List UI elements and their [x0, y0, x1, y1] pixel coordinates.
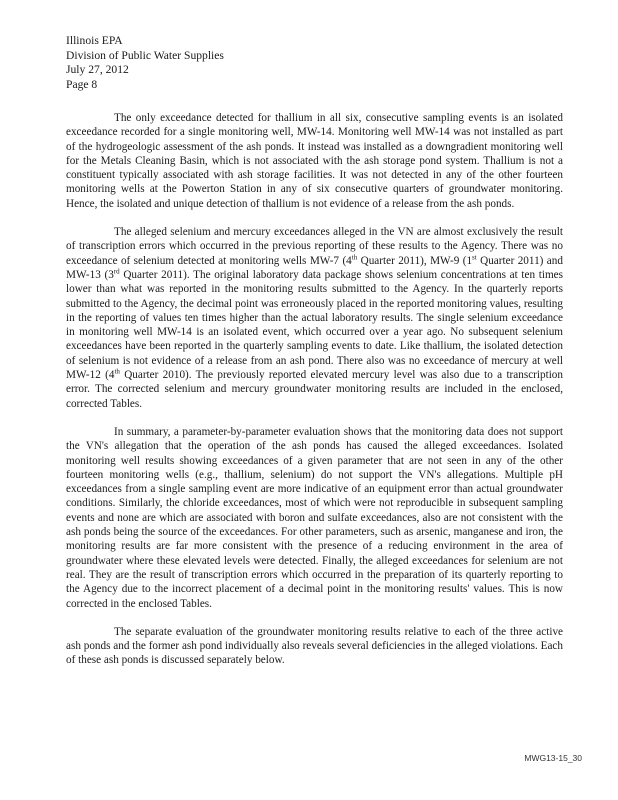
- letter-header: [66, 34, 224, 92]
- header-date: July 27, 2012: [66, 63, 129, 77]
- ordinal-superscript: th: [114, 367, 120, 376]
- paragraph-text: Quarter 2011) and MW-13 (3: [66, 254, 563, 281]
- paragraph-summary: In summary, a parameter-by-parameter evaluation shows that the monitoring data does not support the VN's allegation that the operation of the ash ponds has caused the alleged exceedances. Isolated monitoring well results showing exceedances of a given parameter that are not seen in any of the other fourteen monitoring wells (e.g., thallium, selenium) do not support the VN's allegations. Multiple pH exceedances from a single sampling event are more indicative of an equipment error than actual groundwater conditions. Similarly, the chloride exceedances, most of which were not reproducible in subsequent sampling events and none are which are associated with boron and sulfate exceedances, also are not consistent with the ash ponds being the source of the exceedances. For other parameters, such as arsenic, manganese and iron, the monitoring results are far more consistent with the presence of a reducing environment in the area of groundwater where these elevated levels were detected. Finally, the alleged exceedances for selenium are not real. They are the result of transcription errors which occurred in the preparation of its quarterly reporting to the Agency due to the incorrect placement of a decimal point in the monitoring results' values. This is now corrected in the enclosed Tables.: [66, 425, 563, 610]
- ordinal-superscript: th: [351, 252, 358, 261]
- header-division: Division of Public Water Supplies: [66, 48, 224, 62]
- paragraph-thallium: The only exceedance detected for thallium in all six, consecutive sampling events is an isolated exceedance recorded for a single monitoring well, MW-14. Monitoring well MW-14 was not installed as part of the hydrogeologic assessment of the ash ponds. It instead was installed as a downgradient monitoring well for the Metals Cleaning Basin, which is not associated with the ash storage pond system. Thallium is not a constituent typically associated with ash storage facilities. It was not detected in any of the other fourteen monitoring wells at the Powerton Station in any of six consecutive quarters of groundwater monitoring. Hence, the isolated and unique detection of thallium is not evidence of a release from the ash ponds.: [66, 112, 563, 210]
- bates-number: MWG13-15_30: [524, 753, 582, 763]
- letter-body: [66, 111, 563, 682]
- paragraph-text: Quarter 2010). The previously reported elevated mercury level was also due to a transcription error. The corrected selenium and mercury groundwater monitoring results are included in the enclosed, corrected Tables.: [66, 369, 563, 410]
- header-page-number: Page 8: [66, 77, 98, 91]
- header-agency: Illinois EPA: [66, 34, 123, 47]
- ordinal-superscript: st: [472, 252, 477, 261]
- paragraph-selenium-mercury: [66, 225, 563, 411]
- paragraph-separate-evaluation: The separate evaluation of the groundwater monitoring results relative to each of the three active ash ponds and the former ash pond individually also reveals several deficiencies in the alleged violations. Each of these ash ponds is discussed separately below.: [66, 625, 563, 667]
- paragraph-text: Quarter 2011), MW-9 (1: [357, 254, 473, 267]
- ordinal-superscript: rd: [113, 267, 120, 276]
- paragraph-text: The alleged selenium and mercury exceedances alleged in the VN are almost exclusively the result of transcription errors which occurred in the previous reporting of these results to the Agency. There was no exceedance of selenium detected at monitoring wells MW-7 (4: [66, 226, 563, 267]
- paragraph-text: Quarter 2011). The original laboratory data package shows selenium concentrations at ten times lower than what was reported in the monitoring results submitted to the Agency. In the quarterly reports submitted to the Agency, the decimal point was erroneously placed in the reported monitoring values, resulting in the reporting of values ten times higher than the actual laboratory results. The single selenium exceedance in monitoring well MW-14 is an isolated event, which occurred over a year ago. No subsequent selenium exceedances have been reported in the quarterly sampling events to date. Like thallium, the isolated detection of selenium is not evidence of a release from an ash pond. There also was no exceedance of mercury at well MW-12 (4: [66, 268, 563, 382]
